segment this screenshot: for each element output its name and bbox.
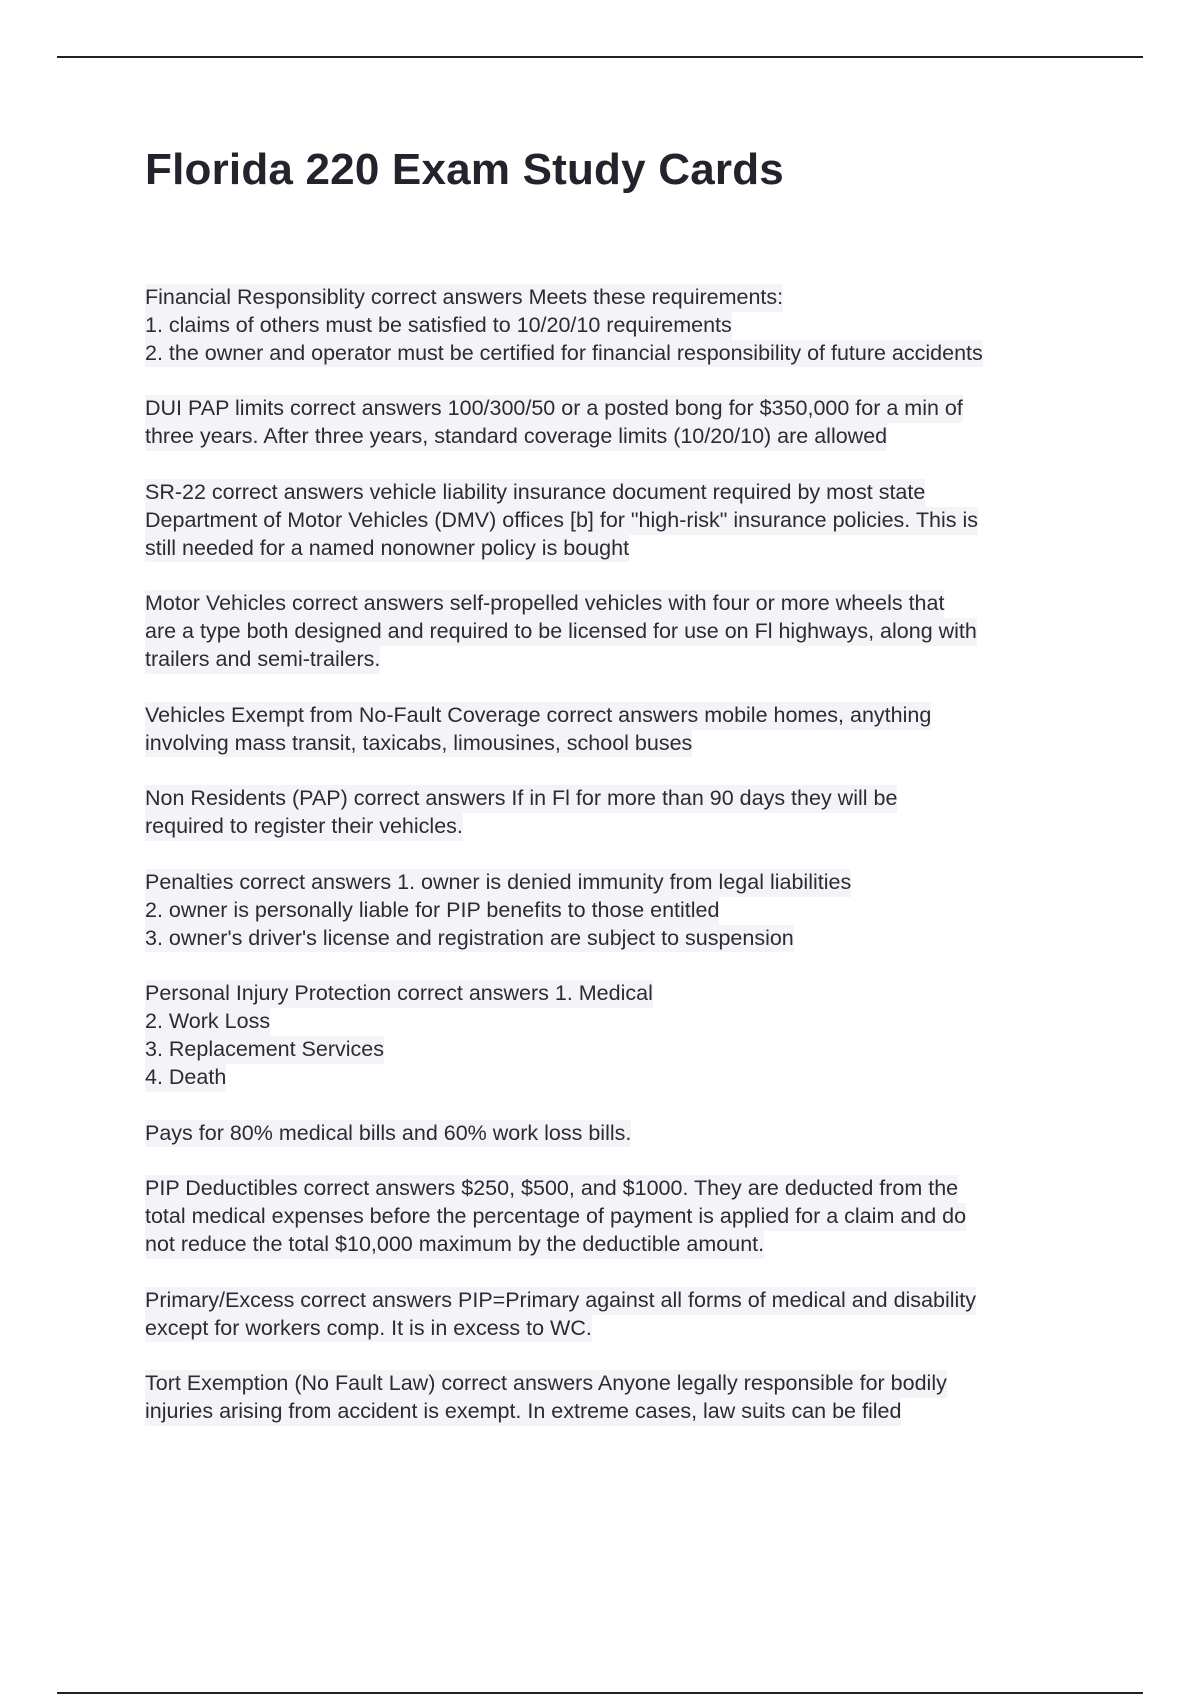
study-card-line: Primary/Excess correct answers PIP=Primary against all forms of medical and disability: [145, 1287, 976, 1315]
study-card: [145, 1370, 1095, 1426]
study-card-line: total medical expenses before the percentage of payment is applied for a claim and do: [145, 1203, 966, 1231]
study-card-line: Pays for 80% medical bills and 60% work loss bills.: [145, 1120, 631, 1148]
study-card-line: three years. After three years, standard coverage limits (10/20/10) are allowed: [145, 423, 887, 451]
study-card: [145, 1287, 1095, 1343]
study-card: [145, 702, 1095, 758]
top-rule: [57, 56, 1143, 58]
study-card-line: Vehicles Exempt from No-Fault Coverage correct answers mobile homes, anything: [145, 702, 931, 730]
study-card-line: Tort Exemption (No Fault Law) correct answers Anyone legally responsible for bodily: [145, 1370, 947, 1398]
study-card: [145, 980, 1095, 1091]
study-card-line: 1. claims of others must be satisfied to 10/20/10 requirements: [145, 312, 732, 340]
study-card-line: involving mass transit, taxicabs, limousines, school buses: [145, 730, 692, 758]
study-cards-list: [145, 284, 1095, 1454]
study-card: [145, 869, 1095, 952]
study-card-line: DUI PAP limits correct answers 100/300/50 or a posted bong for $350,000 for a min of: [145, 395, 963, 423]
study-card-line: trailers and semi-trailers.: [145, 646, 380, 674]
study-card-line: SR-22 correct answers vehicle liability insurance document required by most state: [145, 479, 925, 507]
study-card: [145, 785, 1095, 841]
study-card-line: 2. the owner and operator must be certified for financial responsibility of future accidents: [145, 340, 983, 368]
study-card-line: 3. owner's driver's license and registration are subject to suspension: [145, 925, 794, 953]
study-card-line: 3. Replacement Services: [145, 1036, 384, 1064]
study-card-line: 4. Death: [145, 1064, 226, 1092]
study-card-line: not reduce the total $10,000 maximum by the deductible amount.: [145, 1231, 764, 1259]
study-card-line: Penalties correct answers 1. owner is denied immunity from legal liabilities: [145, 869, 851, 897]
study-card-line: Department of Motor Vehicles (DMV) offices [b] for "high-risk" insurance policies. This is: [145, 507, 978, 535]
study-card-line: Financial Responsiblity correct answers Meets these requirements:: [145, 284, 783, 312]
study-card-line: 2. Work Loss: [145, 1008, 270, 1036]
study-card-line: PIP Deductibles correct answers $250, $500, and $1000. They are deducted from the: [145, 1175, 958, 1203]
study-card: [145, 395, 1095, 451]
study-card-line: Personal Injury Protection correct answers 1. Medical: [145, 980, 653, 1008]
study-card-line: are a type both designed and required to be licensed for use on Fl highways, along with: [145, 618, 977, 646]
study-card: [145, 284, 1095, 367]
study-card: [145, 479, 1095, 562]
study-card: [145, 590, 1095, 673]
study-card-line: Motor Vehicles correct answers self-propelled vehicles with four or more wheels that: [145, 590, 944, 618]
study-card: [145, 1120, 1095, 1148]
study-card-line: 2. owner is personally liable for PIP benefits to those entitled: [145, 897, 719, 925]
study-card-line: still needed for a named nonowner policy is bought: [145, 535, 629, 563]
study-card: [145, 1175, 1095, 1258]
study-card-line: injuries arising from accident is exempt. In extreme cases, law suits can be filed: [145, 1398, 901, 1426]
study-card-line: except for workers comp. It is in excess to WC.: [145, 1315, 592, 1343]
bottom-rule: [57, 1692, 1143, 1694]
study-card-line: Non Residents (PAP) correct answers If in Fl for more than 90 days they will be: [145, 785, 897, 813]
page-title: Florida 220 Exam Study Cards: [145, 145, 784, 194]
study-card-line: required to register their vehicles.: [145, 813, 463, 841]
